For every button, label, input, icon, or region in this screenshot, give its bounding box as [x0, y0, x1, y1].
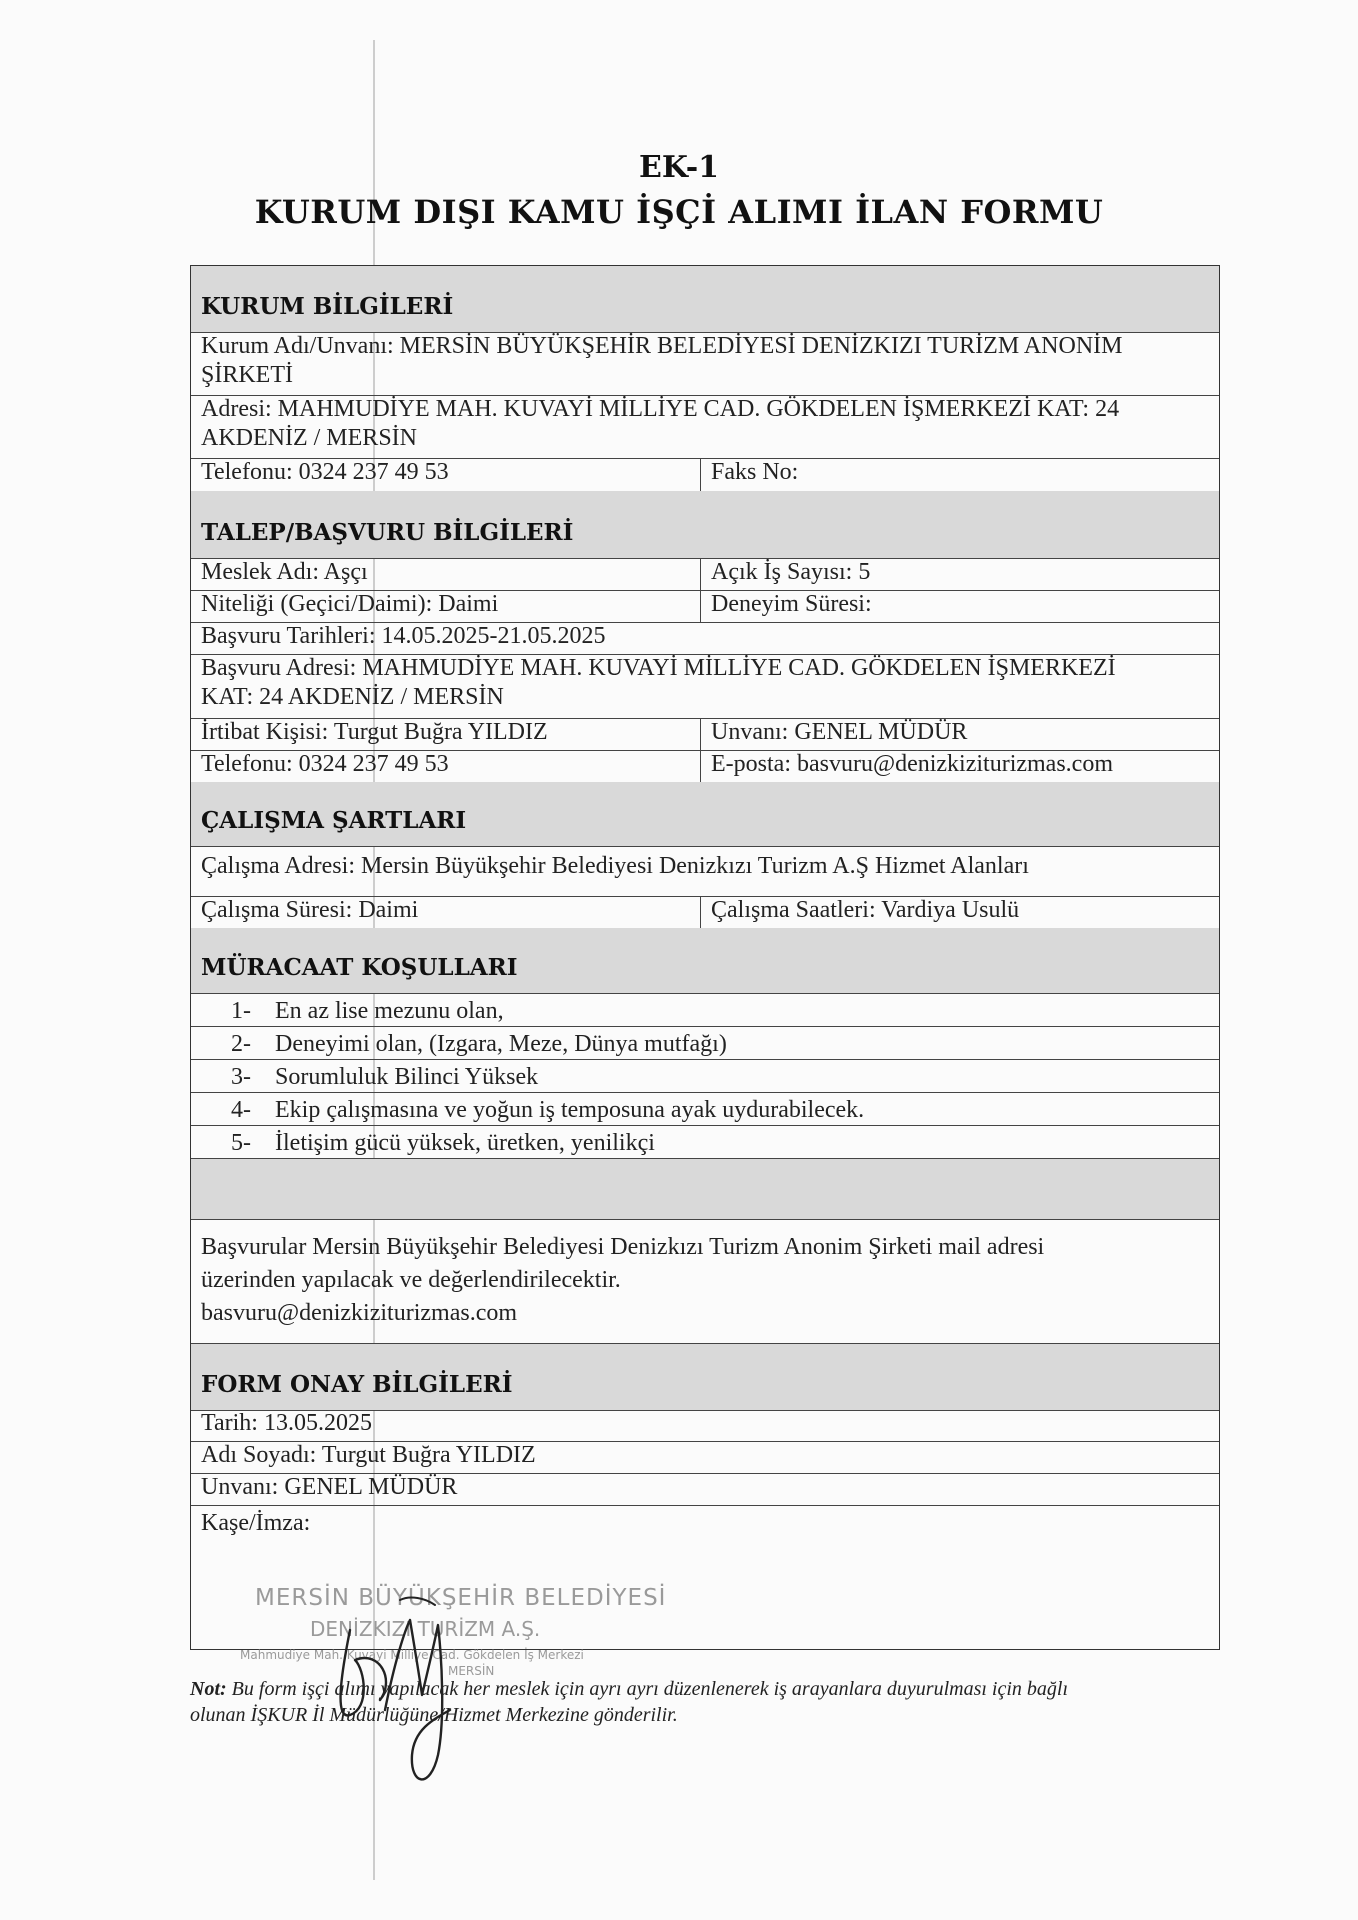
condition-divider	[191, 1026, 1219, 1027]
row-application-info	[191, 1219, 1219, 1344]
stamp-line2: DENİZKIZI TURİZM A.Ş.	[310, 1617, 541, 1641]
section-kurum-header	[191, 266, 1219, 333]
condition-divider	[191, 1125, 1219, 1126]
condition-text: Sorumluluk Bilinci Yüksek	[275, 1064, 539, 1090]
application-address-line1: Başvuru Adresi: MAHMUDİYE MAH. KUVAYİ MİLLİYE CAD. GÖKDELEN İŞMERKEZİ	[201, 655, 1116, 681]
row-job	[191, 558, 1219, 591]
blank-shaded-row	[191, 1159, 1219, 1220]
row-application-dates	[191, 622, 1219, 655]
institution-name-line2: ŞİRKETİ	[201, 362, 293, 388]
work-duration: Çalışma Süresi: Daimi	[191, 896, 701, 928]
condition-text: Deneyimi olan, (Izgara, Meze, Dünya mutfağı)	[275, 1031, 727, 1057]
section-muracaat-title: MÜRACAAT KOŞULLARI	[201, 954, 518, 981]
contact-phone: Telefonu: 0324 237 49 53	[191, 750, 701, 782]
row-work-address	[191, 846, 1219, 897]
row-work-duration	[191, 896, 1219, 929]
contact-title: Unvanı: GENEL MÜDÜR	[711, 719, 968, 745]
experience-duration: Deneyim Süresi:	[711, 591, 872, 617]
row-job-type	[191, 590, 1219, 623]
condition-item	[231, 1129, 655, 1158]
institution-name-line1: Kurum Adı/Unvanı: MERSİN BÜYÜKŞEHİR BELEDİYESİ DENİZKIZI TURİZM ANONİM	[201, 333, 1123, 359]
condition-number: 2-	[231, 1031, 251, 1057]
section-calisma-title: ÇALIŞMA ŞARTLARI	[201, 807, 467, 834]
work-hours: Çalışma Saatleri: Vardiya Usulü	[711, 897, 1020, 923]
condition-item	[231, 1096, 864, 1125]
application-info-email: basvuru@denizkiziturizmas.com	[201, 1300, 518, 1326]
application-dates: Başvuru Tarihleri: 14.05.2025-21.05.2025	[201, 623, 606, 649]
application-info-line1: Başvurular Mersin Büyükşehir Belediyesi Denizkızı Turizm Anonim Şirketi mail adresi	[201, 1234, 1045, 1260]
row-approver-name	[191, 1441, 1219, 1474]
condition-item	[231, 1063, 538, 1092]
stamp-line4: MERSİN	[448, 1664, 495, 1678]
application-info	[191, 1219, 1219, 1343]
institution-address	[191, 395, 1219, 458]
footnote-line1	[190, 1676, 1230, 1702]
condition-number: 1-	[231, 998, 251, 1024]
row-institution-phone	[191, 458, 1219, 492]
row-contact	[191, 718, 1219, 751]
row-approver-title	[191, 1473, 1219, 1506]
footnote-text1: Bu form işçi alımı yapılacak her meslek için ayrı ayrı düzenlenerek iş arayanlara duyurulması için bağlı	[231, 1678, 1069, 1700]
open-positions: Açık İş Sayısı: 5	[711, 559, 871, 585]
document-title: KURUM DIŞI KAMU İŞÇİ ALIMI İLAN FORMU	[254, 193, 1104, 231]
row-institution-name	[191, 332, 1219, 396]
condition-text: En az lise mezunu olan,	[275, 998, 504, 1024]
approval-date: Tarih: 13.05.2025	[201, 1410, 372, 1436]
row-institution-address	[191, 395, 1219, 459]
work-address: Çalışma Adresi: Mersin Büyükşehir Belediyesi Denizkızı Turizm A.Ş Hizmet Alanları	[201, 853, 1029, 879]
contact-email: E-posta: basvuru@denizkiziturizmas.com	[711, 751, 1113, 777]
contact-person: İrtibat Kişisi: Turgut Buğra YILDIZ	[191, 718, 701, 750]
institution-name	[191, 332, 1219, 395]
condition-text: Ekip çalışmasına ve yoğun iş temposuna ayak uydurabilecek.	[275, 1097, 865, 1123]
condition-divider	[191, 1092, 1219, 1093]
section-onay-title: FORM ONAY BİLGİLERİ	[201, 1371, 513, 1398]
announcement-form	[190, 265, 1220, 1650]
job-type: Niteliği (Geçici/Daimi): Daimi	[191, 590, 701, 622]
footnote-line2: olunan İŞKUR İl Müdürlüğüne/Hizmet Merkezine gönderilir.	[190, 1704, 678, 1726]
section-kurum-title: KURUM BİLGİLERİ	[201, 293, 454, 320]
condition-divider	[191, 1059, 1219, 1060]
condition-item	[231, 997, 504, 1026]
section-muracaat-header	[191, 928, 1219, 994]
section-onay-header	[191, 1343, 1219, 1411]
row-contact-phone	[191, 750, 1219, 783]
section-talep-header	[191, 491, 1219, 559]
condition-number: 5-	[231, 1130, 251, 1156]
institution-address-line2: AKDENİZ / MERSİN	[201, 425, 417, 451]
condition-item	[231, 1030, 727, 1059]
row-approval-date	[191, 1409, 1219, 1442]
section-talep-title: TALEP/BAŞVURU BİLGİLERİ	[201, 519, 574, 546]
stamp-line3: Mahmudiye Mah. Kuvayi Milliye Cad. Gökdelen İş Merkezi	[240, 1648, 584, 1662]
job-name: Meslek Adı: Aşçı	[191, 558, 701, 590]
stamp-signature-label: Kaşe/İmza:	[201, 1510, 311, 1536]
condition-text: İletişim gücü yüksek, üretken, yenilikçi	[275, 1130, 655, 1156]
approver-name: Adı Soyadı: Turgut Buğra YILDIZ	[201, 1442, 536, 1468]
stamp-line1: MERSİN BÜYÜKŞEHİR BELEDİYESİ	[255, 1585, 667, 1611]
approver-title: Unvanı: GENEL MÜDÜR	[201, 1474, 458, 1500]
condition-number: 3-	[231, 1064, 251, 1090]
institution-phone: Telefonu: 0324 237 49 53	[191, 458, 701, 491]
row-application-address	[191, 654, 1219, 719]
footnote-label: Not:	[190, 1678, 227, 1700]
institution-fax: Faks No:	[711, 459, 799, 485]
section-calisma-header	[191, 782, 1219, 847]
condition-number: 4-	[231, 1097, 251, 1123]
footnote	[190, 1676, 1230, 1728]
application-address-line2: KAT: 24 AKDENİZ / MERSİN	[201, 684, 504, 710]
institution-address-line1: Adresi: MAHMUDİYE MAH. KUVAYİ MİLLİYE CAD. GÖKDELEN İŞMERKEZİ KAT: 24	[201, 396, 1120, 422]
document-code: EK-1	[638, 150, 720, 185]
application-address	[191, 654, 1219, 718]
application-info-line2: üzerinden yapılacak ve değerlendirilecektir.	[201, 1267, 621, 1293]
